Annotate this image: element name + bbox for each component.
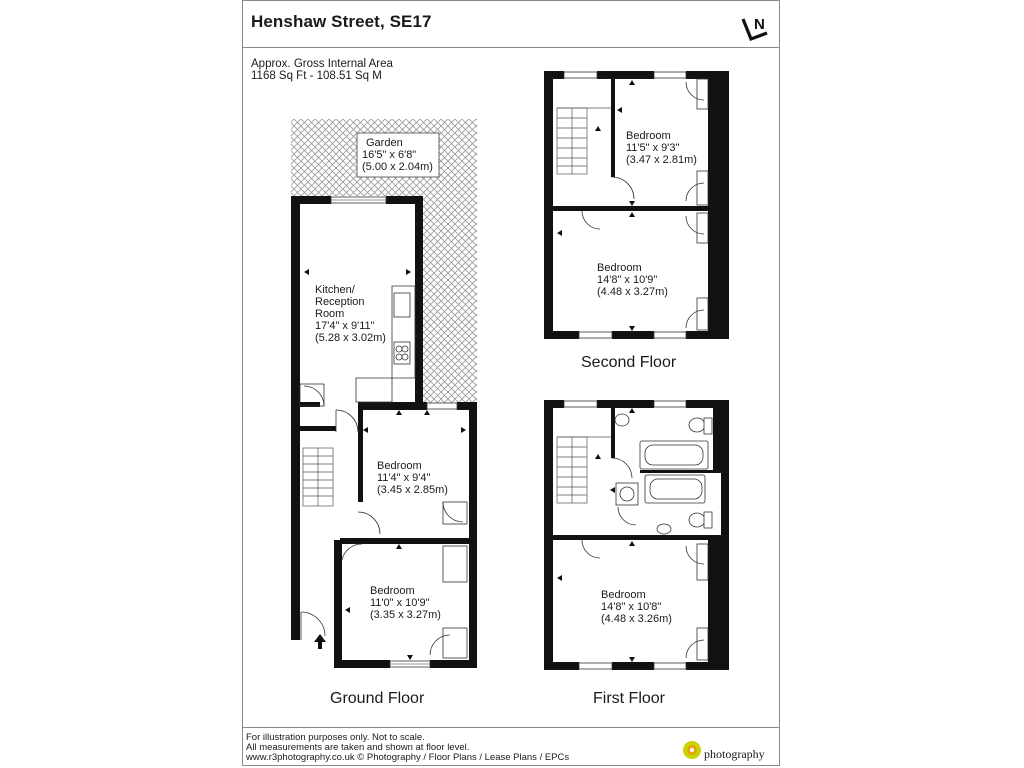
disclaimer-line-2: All measurements are taken and shown at floor level. <box>246 742 470 753</box>
second-bed2-metric: (4.48 x 3.27m) <box>597 286 668 298</box>
disclaimer-line-1: For illustration purposes only. Not to scale. <box>246 732 425 743</box>
garden-imperial: 16'5" x 6'8" <box>362 149 417 161</box>
second-bed1-name: Bedroom <box>626 130 671 142</box>
ground-bed2-name: Bedroom <box>370 585 415 597</box>
garden-metric: (5.00 x 2.04m) <box>362 161 433 173</box>
ground-bed1-imperial: 11'4" x 9'4" <box>377 472 431 484</box>
first-floor-plan <box>544 400 729 670</box>
entrance-arrow-icon <box>314 634 326 649</box>
room-label-kitchen <box>315 284 386 344</box>
kitchen-name-line2: Reception <box>315 296 365 308</box>
first-bed-metric: (4.48 x 3.26m) <box>601 613 672 625</box>
second-bed2-imperial: 14'8" x 10'9" <box>597 274 658 286</box>
gross-area-label: Approx. Gross Internal Area <box>251 58 393 70</box>
kitchen-metric: (5.28 x 3.02m) <box>315 332 386 344</box>
logo-wordmark: photography <box>704 747 765 761</box>
room-label-ground-bedroom-2 <box>370 585 441 621</box>
second-bed2-name: Bedroom <box>597 262 642 274</box>
property-title: Henshaw Street, SE17 <box>251 12 432 31</box>
ground-bed2-imperial: 11'0" x 10'9" <box>370 597 430 609</box>
room-label-second-bedroom-2 <box>597 262 668 298</box>
first-bed-imperial: 14'8" x 10'8" <box>601 601 662 613</box>
ground-bed1-name: Bedroom <box>377 460 422 472</box>
disclaimer-line-3: www.r3photography.co.uk © Photography / Floor Plans / Lease Plans / EPCs <box>246 752 570 763</box>
room-label-first-bedroom <box>601 589 672 625</box>
garden-name: Garden <box>366 137 403 149</box>
room-label-ground-bedroom-1 <box>377 460 448 496</box>
kitchen-name-line1: Kitchen/ <box>315 284 355 296</box>
room-label-second-bedroom-1 <box>626 130 697 166</box>
second-floor-plan <box>544 71 729 339</box>
kitchen-imperial: 17'4" x 9'11" <box>315 320 375 332</box>
first-floor-label: First Floor <box>593 690 665 707</box>
gross-area-value: 1168 Sq Ft - 108.51 Sq M <box>251 70 382 82</box>
first-bed-name: Bedroom <box>601 589 646 601</box>
kitchen-name-line3: Room <box>315 308 345 320</box>
ground-bed1-metric: (3.45 x 2.85m) <box>377 484 448 496</box>
ground-floor-label: Ground Floor <box>330 690 425 707</box>
second-bed1-imperial: 11'5" x 9'3" <box>626 142 680 154</box>
second-bed1-metric: (3.47 x 2.81m) <box>626 154 697 166</box>
second-floor-label: Second Floor <box>581 354 677 371</box>
ground-bed2-metric: (3.35 x 3.27m) <box>370 609 441 621</box>
compass-letter: N <box>754 16 765 33</box>
